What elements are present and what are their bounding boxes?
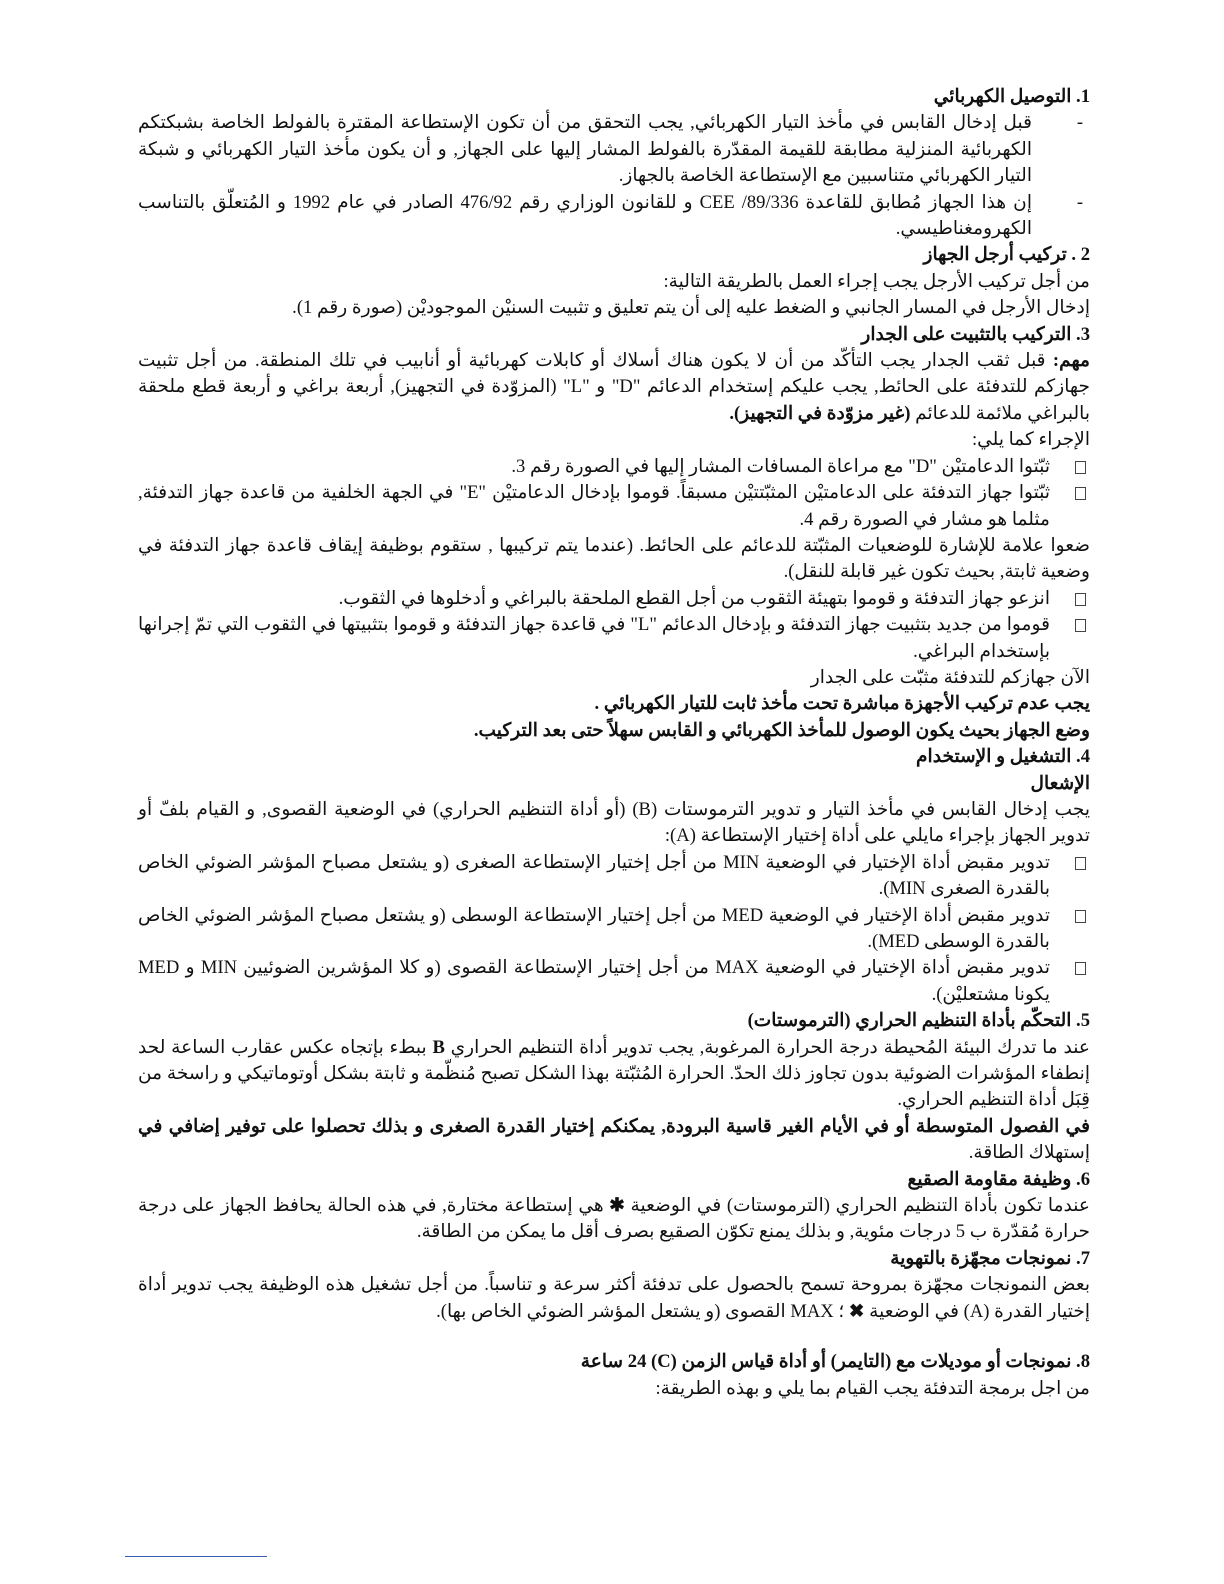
list-item: تدوير مقبض أداة الإختيار في الوضعية MAX من أجل إختيار الإستطاعة القصوى (و كلا المؤشرين الضوئيين MIN و MED يكونا مشتعليْن). [138, 955, 1090, 1008]
section-3-done: الآن جهازكم للتدفئة مثبّت على الجدار [810, 666, 1090, 688]
warning-2: وضع الجهاز بحيث يكون الوصول للمأخذ الكهربائي و القابس سهلاً حتى بعد التركيب. [473, 719, 1090, 741]
list-item: قوموا من جديد بتثبيت جهاز التدفئة و بإدخال الدعائم "L" في قاعدة جهاز التدفئة و قوموا بتثبيتها في الثقوب التي تمّ إجرانها بإستخدام البراغي. [138, 612, 1090, 665]
section-3-procedure-label: الإجراء كما يلي: [972, 429, 1090, 451]
checkbox-bullet-icon [1075, 593, 1086, 606]
section-4-heading: 4. التشغيل و الإستخدام [916, 746, 1090, 768]
dash-marker: - [1076, 112, 1084, 134]
checkbox-bullet-icon [1075, 461, 1086, 474]
section-1-item: - إن هذا الجهاز مُطابق للقاعدة CEE /89/336 و للقانون الوزاري رقم 476/92 الصادر في عام 1992 و المُتعلّق بالتناسب الكهرومغناطيسي. [138, 190, 1090, 243]
section-8-heading: 8. نمونجات أو موديلات مع (التايمر) أو أداة قياس الزمن (C) 24 ساعة [580, 1351, 1090, 1373]
section-5-heading: 5. التحكّم بأداة التنظيم الحراري (الترموستات) [747, 1010, 1090, 1032]
footnote-separator [125, 1556, 267, 1557]
checkbox-bullet-icon [1075, 487, 1086, 500]
section-7-heading: 7. نمونجات مجهّزة بالتهوية [890, 1247, 1090, 1269]
section-8-paragraph: من اجل برمجة التدفئة يجب القيام بما يلي و بهذه الطريقة: [655, 1377, 1090, 1399]
checkbox-bullet-icon [1075, 857, 1086, 870]
section-7-paragraph: بعض النمونجات مجهّزة بمروحة تسمح بالحصول على تدفئة أكثر سرعة و تناسباً. من أجل تشغيل هذه الوظيفة يجب تدوير أداة إختيار القدرة (A) في الوضعية ✖ ؛ MAX القصوى (و يشتعل المؤشر الضوئي الخاص بها). [138, 1274, 1090, 1322]
section-4-subheading: الإشعال [1030, 772, 1090, 794]
section-2-heading: 2 . تركيب أرجل الجهاز [923, 244, 1090, 266]
warning-1: يجب عدم تركيب الأجهزة مباشرة تحت مأخذ ثابت للتيار الكهربائي . [594, 693, 1090, 715]
section-5-paragraph-2: في الفصول المتوسطة أو في الأيام الغير قاسية البرودة, يمكنكم إختيار القدرة الصغرى و بذلك تحصلوا على توفير إضافي في إستهلاك الطاقة. [138, 1115, 1090, 1164]
checkbox-bullet-icon [1075, 962, 1086, 975]
section-3-heading: 3. التركيب بالتثبيت على الجدار [861, 323, 1090, 345]
section-3-note: مهم: قبل ثقب الجدار يجب التأكّد من أن لا يكون هناك أسلاك أو كابلات كهربائية أو أنابيب في تلك المنطقة. من أجل تثبيت جهازكم للتدفئة على الحائط, يجب عليكم إستخدام الدعائم "D" و "L" (المزوّدة في التجهيز), أربعة براغي و أربعة قطع ملحقة بالبراغي ملائمة للدعائم (غير مزوّدة في التجهيز). [138, 350, 1090, 424]
section-6-paragraph: عندما تكون بأداة التنظيم الحراري (الترموستات) في الوضعية ✱ هي إستطاعة مختارة, في هذه الحالة يحافظ الجهاز على درجة حرارة مُقدّرة ب 5 درجات مئوية, و بذلك يمنع تكوّن الصقيع بصرف أقل ما يمكن من الطاقة. [138, 1195, 1090, 1243]
snowflake-icon: ✱ [609, 1195, 625, 1217]
fan-icon: ✖ [848, 1300, 865, 1322]
checkbox-bullet-icon [1075, 619, 1086, 632]
list-item: ثبّتوا جهاز التدفئة على الدعامتيْن المثبّتتيْن مسبقاً. قوموا بإدخال الدعامتيْن "E" في الجهة الخلفية من قاعدة جهاز التدفئة, مثلما هو مشار في الصورة رقم 4. [138, 480, 1090, 533]
list-item: تدوير مقبض أداة الإختيار في الوضعية MIN من أجل إختيار الإستطاعة الصغرى (و يشتعل مصباح المؤشر الضوئي الخاص بالقدرة الصغرى MIN). [138, 850, 1090, 903]
note-label: مهم: [1052, 350, 1090, 372]
checkbox-bullet-icon [1075, 910, 1086, 923]
list-item: تدوير مقبض أداة الإختيار في الوضعية MED من أجل إختيار الإستطاعة الوسطى (و يشتعل مصباح المؤشر الضوئي الخاص بالقدرة الوسطى MED). [138, 903, 1090, 956]
section-2-intro: من أجل تركيب الأرجل يجب إجراء العمل بالطريقة التالية: [663, 270, 1090, 292]
list-item: ثبّتوا الدعامتيْن "D" مع مراعاة المسافات المشار إليها في الصورة رقم 3. [138, 454, 1090, 480]
spacer [138, 1325, 1090, 1349]
list-item: انزعو جهاز التدفئة و قوموا بتهيئة الثقوب من أجل القطع الملحقة بالبراغي و أدخلوها في الثقوب. [138, 586, 1090, 612]
dash-marker: - [1076, 191, 1084, 213]
section-3-mark-text: ضعوا علامة للإشارة للوضعيات المثبّتة للدعائم على الحائط. (عندما يتم تركيبها , ستقوم بوظيفة إيقاف قاعدة جهاز التدفئة في وضعية ثابتة, بحيث تكون غير قابلة للنقل). [138, 534, 1090, 583]
document-page [138, 84, 1090, 1402]
section-1-heading: 1. التوصيل الكهربائي [933, 86, 1090, 107]
section-5-paragraph: عند ما تدرك البيئة المُحيطة درجة الحرارة المرغوبة, يجب تدوير أداة التنظيم الحراري B ببطء بإتجاه عكس عقارب الساعة لحد إنطفاء المؤشرات الضوئية بدون تجاوز ذلك الحدّ. الحرارة المُثبّتة بهذا الشكل تصبح مُنظّمة و ثابتة بشكل أوتوماتيكي و راسخة من قِبَل أداة التنظيم الحراري. [138, 1036, 1090, 1111]
section-6-heading: 6. وظيفة مقاومة الصقيع [907, 1168, 1090, 1190]
section-4-intro: يجب إدخال القابس في مأخذ التيار و تدوير الترموستات (B) (أو أداة التنظيم الحراري) في الوضعية القصوى, و القيام بلفّ أو تدوير الجهاز بإجراء مايلي على أداة إختيار الإستطاعة (A): [138, 798, 1090, 847]
section-1-item: - قبل إدخال القابس في مأخذ التيار الكهربائي, يجب التحقق من أن تكون الإستطاعة المقترة بالفولط الخاصة بشبكتكم الكهربائية المنزلية مطابقة للقيمة المقدّرة بالفولط المشار إليها على الجهاز, و أن يكون مأخذ التيار الكهربائي و شبكة التيار الكهربائي متناسبين مع الإستطاعة الخاصة بالجهاز. [138, 110, 1090, 189]
section-2-text: إدخال الأرجل في المسار الجانبي و الضغط عليه إلى أن يتم تعليق و تثبيت السنيْن الموجوديْن (صورة رقم 1). [292, 297, 1090, 319]
